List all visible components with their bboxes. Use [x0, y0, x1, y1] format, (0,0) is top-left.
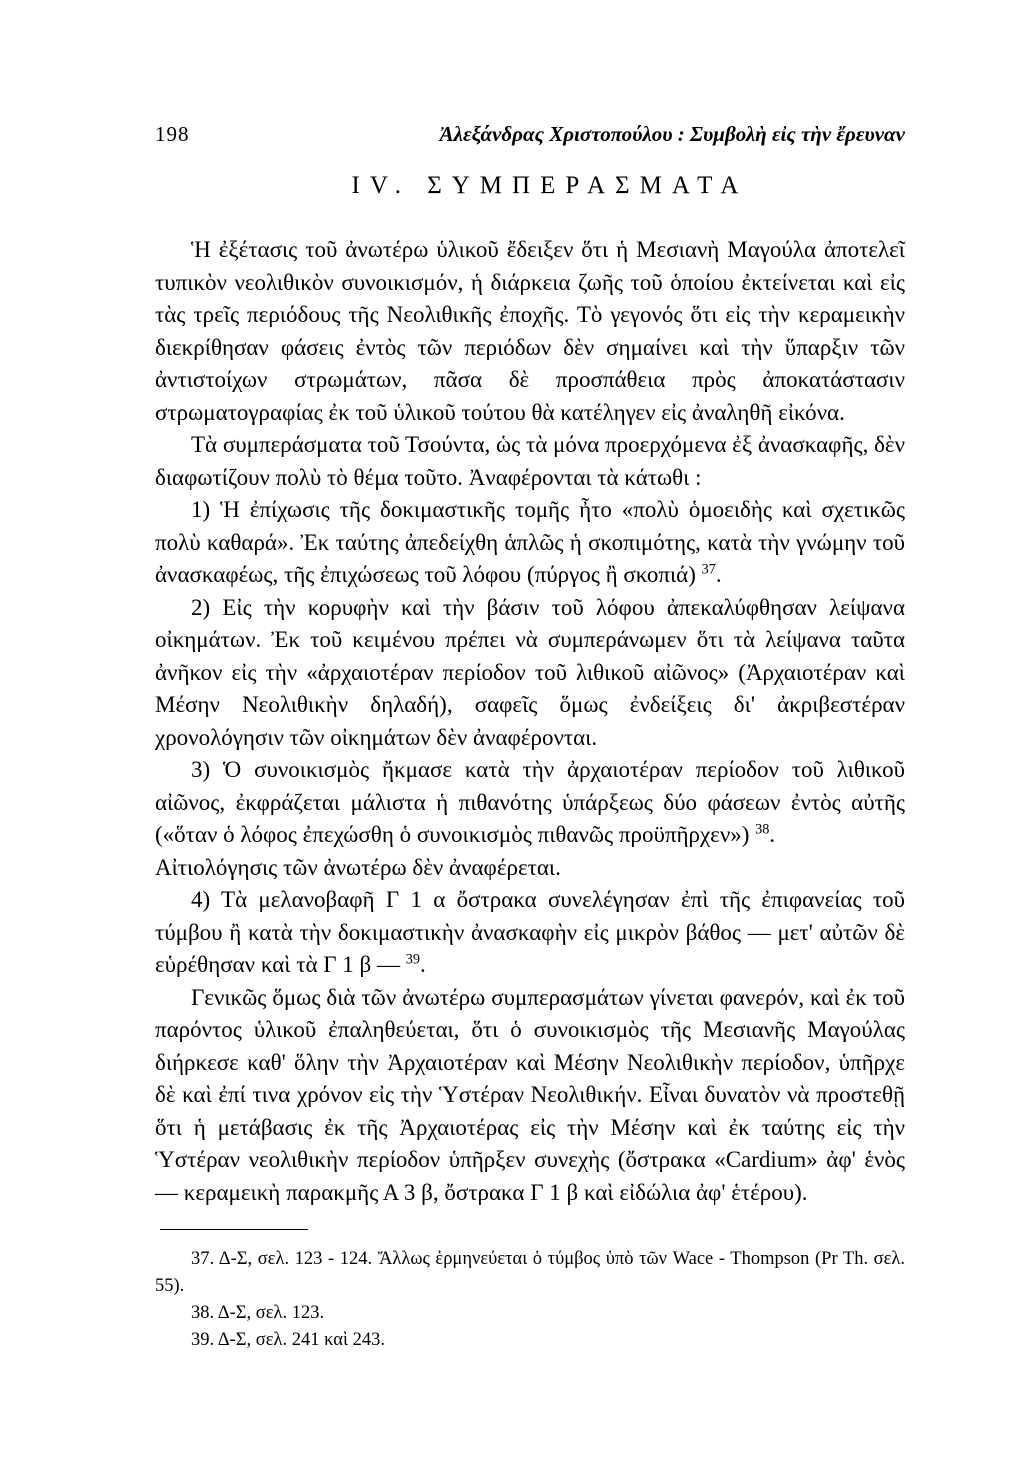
- paragraph: 3) Ὁ συνοικισμὸς ἤκμασε κατὰ τὴν ἀρχαιοτέραν περίοδον τοῦ λιθικοῦ αἰῶνος, ἐκφράζεται μάλιστα ἡ πιθανότης ὑπάρξεως δύο φάσεων ἐντὸς αὐτῆς («ὅταν ὁ λόφος ἐπεχώσθη ὁ συνοικισμὸς πιθανῶς προϋπῆρχεν») $^{38}$.: [155, 757, 905, 847]
- paragraph: 4) Τὰ μελανοβαφῆ Γ 1 α ὄστρακα συνελέγησαν ἐπὶ τῆς ἐπιφανείας τοῦ τύμβου ἢ κατὰ τὴν δοκιμαστικὴν ἀνασκαφὴν εἰς μικρὸν βάθος — μετ' αὐτῶν δὲ εὑρέθησαν καὶ τὰ Γ 1 β — $^{39}$.: [155, 887, 905, 977]
- footnote: 39. Δ-Σ, σελ. 241 καὶ 243.: [191, 1330, 385, 1350]
- paragraph: [155, 592, 905, 755]
- page-number: 198: [155, 122, 190, 146]
- paragraph: [155, 234, 905, 429]
- footnote-ref: 37: [701, 561, 716, 578]
- paragraph-text: Γενικῶς ὅμως διὰ τῶν ἀνωτέρω συμπερασμάτων γίνεται φανερόν, καὶ ἐκ τοῦ παρόντος ὑλικοῦ ἐπαληθεύεται, ὅτι ὁ συνοικισμὸς τῆς Μεσιανῆς Μαγούλας διήρκεσε καθ' ὅλην τὴν Ἀρχαιοτέραν καὶ Μέσην Νεολιθικὴν περίοδον, ὑπῆρχε δὲ καὶ ἐπί τινα χρόνον εἰς τὴν Ὑστέραν Νεολιθικήν. Εἶναι δυνατὸν νὰ προστεθῇ ὅτι ἡ μετάβασις ἐκ τῆς Ἀρχαιοτέρας εἰς τὴν Μέσην καὶ ἐκ ταύτης εἰς τὴν Ὑστέραν νεολιθικὴν περίοδον ὑπῆρξεν συνεχὴς (ὄστρακα «Cardium» ἀφ' ἑνὸς — κεραμεικὴ παρακμῆς Α 3 β, ὄστρακα Γ 1 β καὶ εἰδώλια ἀφ' ἑτέρου).: [155, 984, 905, 1205]
- paragraph: [155, 852, 905, 885]
- paragraph-text: 2) Εἰς τὴν κορυφὴν καὶ τὴν βάσιν τοῦ λόφου ἀπεκαλύφθησαν λείψανα οἰκημάτων. Ἐκ τοῦ κειμένου πρέπει νὰ συμπεράνωμεν ὅτι τὰ λείψανα ταῦτα ἀνῆκον εἰς τὴν «ἀρχαιοτέραν περίοδον τοῦ λιθικοῦ αἰῶνος» (Ἀρχαιοτέραν καὶ Μέσην Νεολιθικὴν δηλαδή), σαφεῖς ὅμως ἐνδείξεις δι' ἀκριβεστέραν χρονολόγησιν τῶν οἰκημάτων δὲν ἀναφέρονται.: [155, 594, 905, 750]
- paragraph: 1) Ἡ ἐπίχωσις τῆς δοκιμαστικῆς τομῆς ἦτο «πολὺ ὁμοειδὴς καὶ σχετικῶς πολὺ καθαρά». Ἐκ ταύτης ἀπεδείχθη ἁπλῶς ἡ σκοπιμότης, κατὰ τὴν γνώμην τοῦ ἀνασκαφέως, τῆς ἐπιχώσεως τοῦ λόφου (πύργος ἢ σκοπιά) $^{37}$.: [155, 497, 905, 587]
- footnotes: [155, 1229, 905, 1354]
- paragraph-text: 1) Ἡ ἐπίχωσις τῆς δοκιμαστικῆς τομῆς ἦτο «πολὺ ὁμοειδὴς καὶ σχετικῶς πολὺ καθαρά». Ἐκ ταύτης ἀπεδείχθη ἁπλῶς ἡ σκοπιμότης, κατὰ τὴν γνώμην τοῦ ἀνασκαφέως, τῆς ἐπιχώσεως τοῦ λόφου (πύργος ἢ σκοπιά): [155, 497, 905, 587]
- footnote: 38. Δ-Σ, σελ. 123.: [191, 1303, 325, 1323]
- footnote: 37. Δ-Σ, σελ. 123 - 124. Ἄλλως ἑρμηνεύεται ὁ τύμβος ὑπὸ τῶν Wace - Thompson (Pr Th. σελ. 55).: [155, 1249, 905, 1296]
- footnote-ref: 38: [755, 821, 770, 838]
- body-text: [155, 234, 905, 1209]
- paragraph: [155, 429, 905, 494]
- footnote-divider: [160, 1229, 308, 1230]
- section-heading: IV. ΣΥΜΠΕΡΑΣΜΑΤΑ: [351, 172, 749, 199]
- paragraph-text: Αἰτιολόγησις τῶν ἀνωτέρω δὲν ἀναφέρεται.: [155, 854, 561, 880]
- paragraph-text: Τὰ συμπεράσματα τοῦ Τσούντα, ὡς τὰ μόνα προερχόμενα ἐξ ἀνασκαφῆς, δὲν διαφωτίζουν πολὺ τὸ θέμα τοῦτο. Ἀναφέρονται τὰ κάτωθι :: [155, 432, 905, 490]
- paragraph-text: Ἡ ἐξέτασις τοῦ ἀνωτέρω ὑλικοῦ ἔδειξεν ὅτι ἡ Μεσιανὴ Μαγούλα ἀποτελεῖ τυπικὸν νεολιθικὸν συνοικισμόν, ἡ διάρκεια ζωῆς τοῦ ὁποίου ἐκτείνεται καὶ εἰς τὰς τρεῖς περιόδους τῆς Νεολιθικῆς ἐποχῆς. Τὸ γεγονός ὅτι εἰς τὴν κεραμεικὴν διεκρίθησαν φάσεις ἐντὸς τῶν περιόδων δὲν σημαίνει καὶ τὴν ὕπαρξιν τῶν ἀντιστοίχων στρωμάτων, πᾶσα δὲ προσπάθεια πρὸς ἀποκατάστασιν στρωματογραφίας ἐκ τοῦ ὑλικοῦ τούτου θὰ κατέληγεν εἰς ἀναληθῆ εἰκόνα.: [155, 237, 905, 425]
- running-head: [155, 122, 905, 154]
- footnote-ref: 39: [405, 951, 420, 968]
- paragraph: [155, 982, 905, 1210]
- paragraph-text: 4) Τὰ μελανοβαφῆ Γ 1 α ὄστρακα συνελέγησαν ἐπὶ τῆς ἐπιφανείας τοῦ τύμβου ἢ κατὰ τὴν δοκιμαστικὴν ἀνασκαφὴν εἰς μικρὸν βάθος — μετ' αὐτῶν δὲ εὑρέθησαν καὶ τὰ Γ 1 β —: [155, 887, 905, 977]
- document-page: [155, 122, 905, 1354]
- paragraph-text: 3) Ὁ συνοικισμὸς ἤκμασε κατὰ τὴν ἀρχαιοτέραν περίοδον τοῦ λιθικοῦ αἰῶνος, ἐκφράζεται μάλιστα ἡ πιθανότης ὑπάρξεως δύο φάσεων ἐντὸς αὐτῆς («ὅταν ὁ λόφος ἐπεχώσθη ὁ συνοικισμὸς πιθανῶς προϋπῆρχεν»): [155, 757, 905, 847]
- running-title: Ἀλεξάνδρας Χριστοπούλου : Συμβολὴ εἰς τὴν ἔρευναν: [439, 122, 905, 146]
